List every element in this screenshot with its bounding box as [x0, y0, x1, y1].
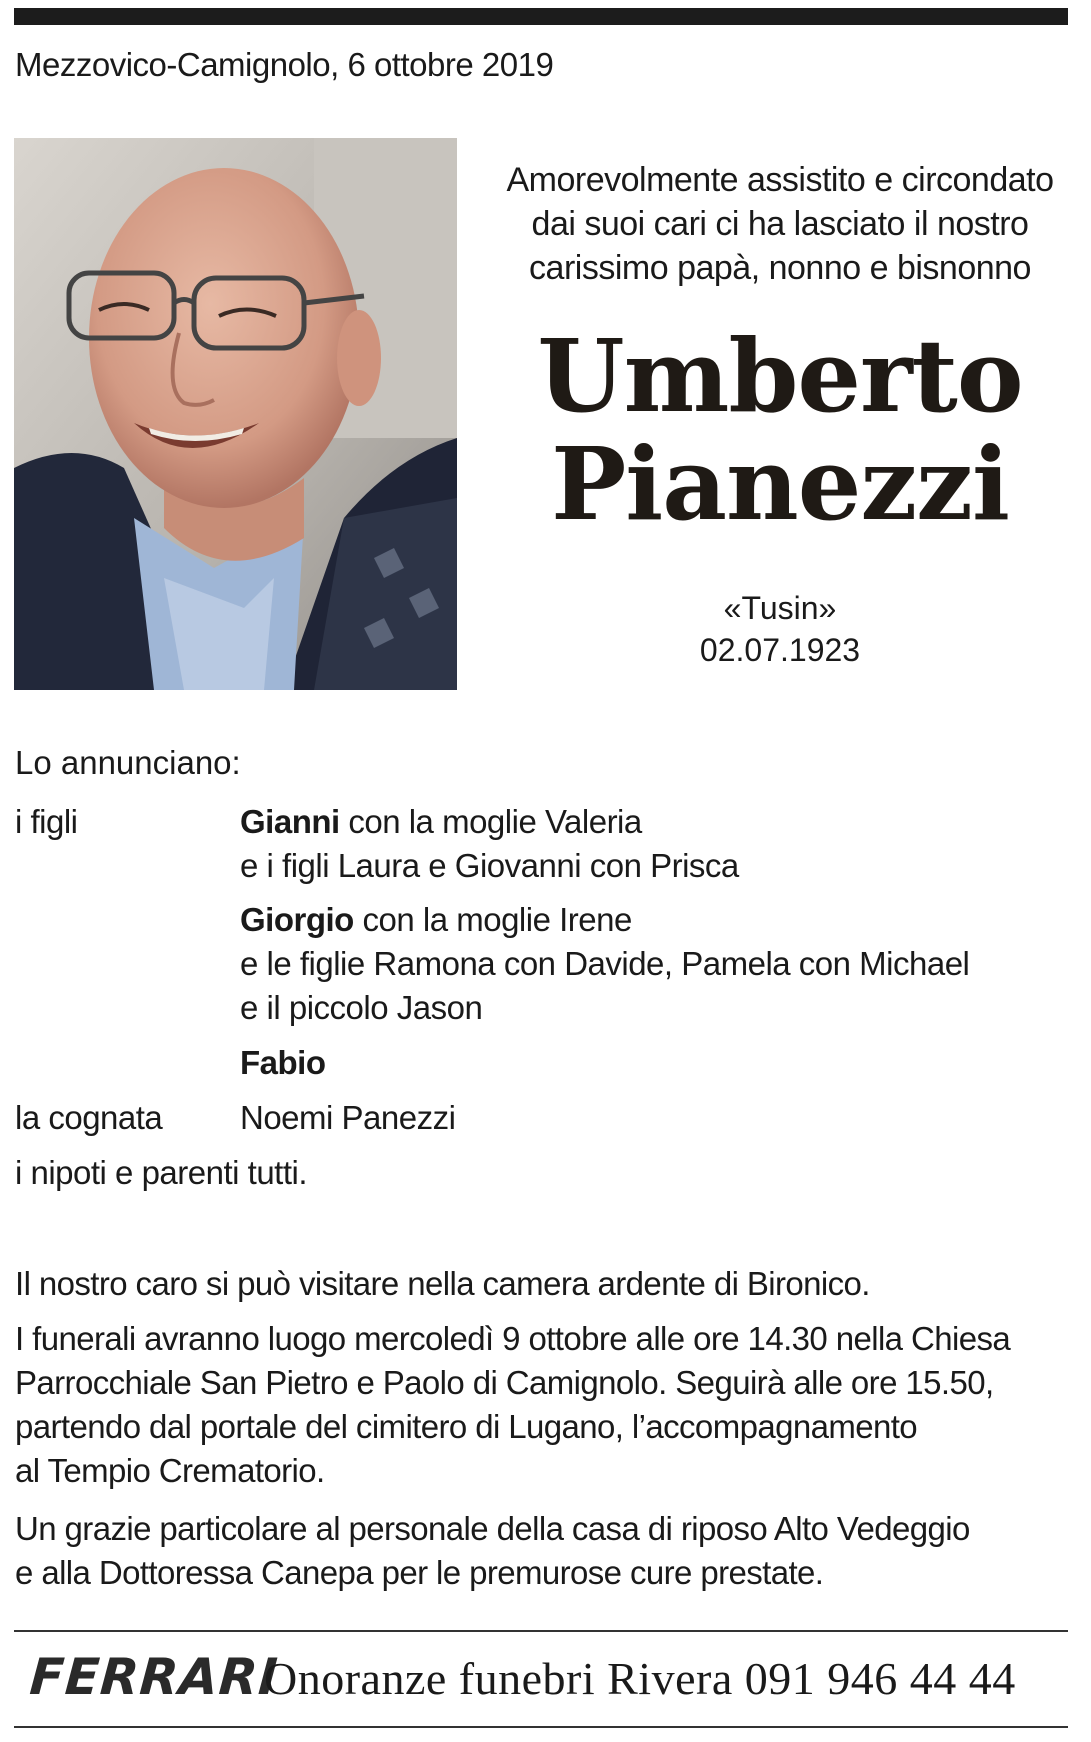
deceased-birth-date: 02.07.1923	[699, 632, 861, 668]
announce-label: Lo annunciano:	[15, 744, 241, 781]
thanks-line: Un grazie particolare al personale della casa di riposo Alto Vedeggio	[15, 1510, 970, 1547]
funeral-line: I funerali avranno luogo mercoledì 9 ottobre alle ore 14.30 nella Chiesa	[15, 1320, 1011, 1357]
deceased-nickname: «Tusin»	[723, 590, 837, 626]
family-entry	[240, 898, 632, 942]
deceased-name	[470, 317, 1090, 543]
footer-rule-bottom	[14, 1726, 1068, 1728]
family-detail: e il piccolo Jason	[240, 989, 483, 1026]
thanks-line: e alla Dottoressa Canepa per le premurose cure prestate.	[15, 1554, 824, 1591]
family-detail: con la moglie Valeria	[339, 803, 642, 840]
funeral-line: partendo dal portale del cimitero di Lugano, l’accompagnamento	[15, 1408, 918, 1445]
intro-line: dai suoi cari ci ha lasciato il nostro	[531, 205, 1029, 243]
thanks-notice	[15, 1507, 1075, 1595]
family-entry	[240, 1041, 326, 1085]
funeral-notice	[15, 1317, 1075, 1493]
family-detail: e i figli Laura e Giovanni con Prisca	[240, 847, 739, 884]
child-name: Giorgio	[240, 901, 354, 938]
footer-rule-top	[14, 1630, 1068, 1632]
child-name: Fabio	[240, 1044, 326, 1081]
family-detail: con la moglie Irene	[353, 901, 632, 938]
sister-in-law-name: Noemi Panezzi	[240, 1099, 456, 1136]
children-label: i figli	[15, 803, 78, 840]
deceased-last-name: Pianezzi	[551, 425, 1009, 543]
deceased-first-name: Umberto	[537, 317, 1023, 435]
visit-notice: Il nostro caro si può visitare nella camera ardente di Bironico.	[15, 1265, 870, 1302]
sister-in-law-label: la cognata	[15, 1099, 163, 1136]
funeral-line: Parrocchiale San Pietro e Paolo di Camignolo. Seguirà alle ore 15.50,	[15, 1364, 994, 1401]
intro-text	[470, 158, 1090, 290]
intro-line: Amorevolmente assistito e circondato	[506, 161, 1054, 199]
family-entry	[240, 800, 642, 844]
other-relatives: i nipoti e parenti tutti.	[15, 1154, 308, 1191]
funeral-line: al Tempio Crematorio.	[15, 1452, 325, 1489]
funeral-home-contact: Onoranze funebri Rivera 091 946 44 44	[264, 1653, 1016, 1704]
place-date: Mezzovico-Camignolo, 6 ottobre 2019	[15, 46, 554, 83]
portrait-photo	[14, 138, 457, 690]
top-rule	[14, 8, 1068, 25]
child-name: Gianni	[240, 803, 340, 840]
intro-line: carissimo papà, nonno e bisnonno	[529, 249, 1031, 287]
family-detail: e le figlie Ramona con Davide, Pamela con Michael	[240, 945, 970, 982]
funeral-home-logo: FERRARI	[27, 1648, 281, 1706]
